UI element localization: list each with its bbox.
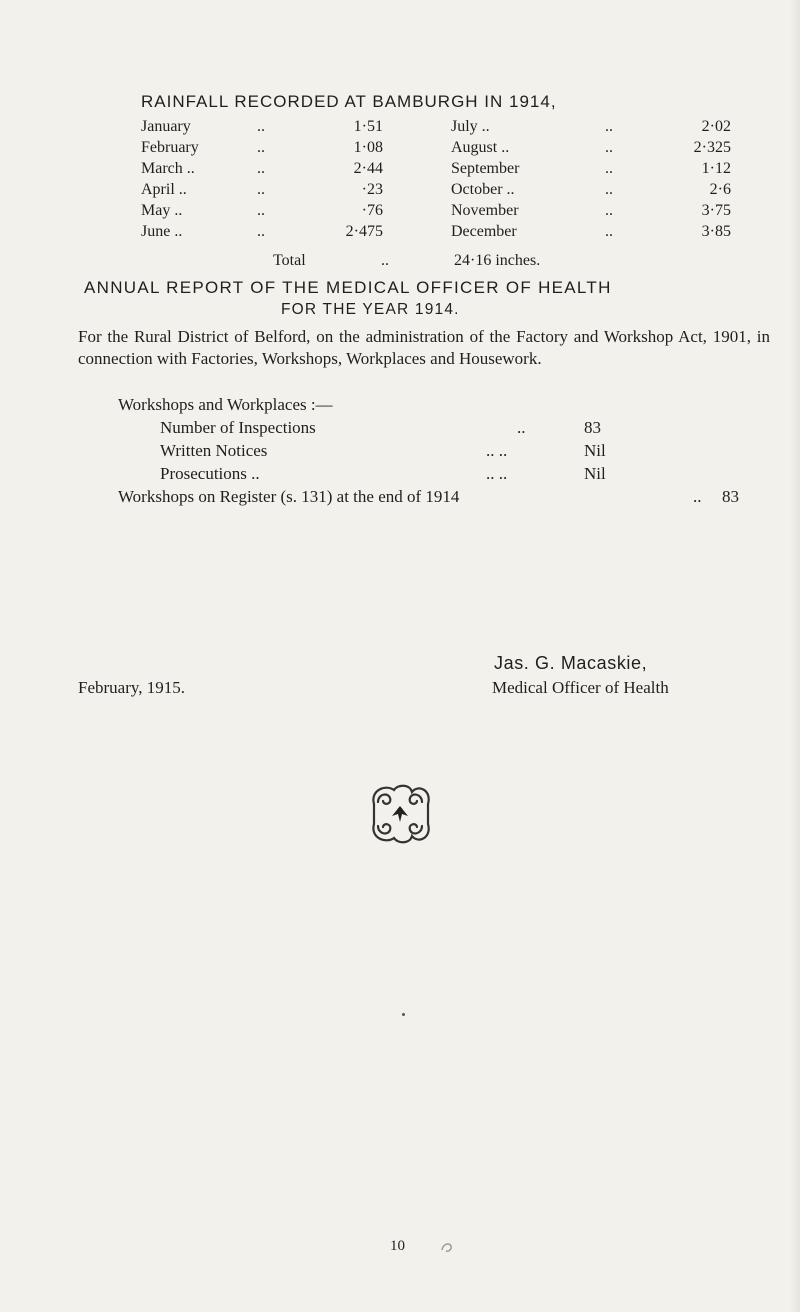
page-number: 10 <box>390 1238 405 1254</box>
rainfall-value: ·76 <box>361 202 383 219</box>
rainfall-total-label: Total <box>273 252 306 269</box>
report-date: February, 1915. <box>78 678 186 697</box>
notices-label: Written Notices <box>160 441 268 460</box>
rainfall-leader: .. <box>605 181 613 198</box>
inspection-leader: .. <box>517 418 526 437</box>
rainfall-row <box>141 202 761 223</box>
register-label: Workshops on Register (s. 131) at the end of 1914 <box>118 487 460 506</box>
rainfall-leader: .. <box>257 118 265 135</box>
rainfall-row <box>141 160 761 181</box>
rainfall-row <box>141 118 761 139</box>
prosecutions-value: Nil <box>584 464 606 483</box>
rainfall-value: 1·08 <box>353 139 383 156</box>
rainfall-value: 2·02 <box>701 118 731 135</box>
rainfall-month: February <box>141 139 199 156</box>
rainfall-row <box>141 139 761 160</box>
rainfall-month: May .. <box>141 202 183 219</box>
register-leader: .. <box>693 487 702 506</box>
rainfall-value: 1·12 <box>701 160 731 177</box>
rainfall-leader: .. <box>257 223 265 240</box>
rainfall-leader: .. <box>605 223 613 240</box>
notices-leader: .. .. <box>486 441 508 460</box>
rainfall-leader: .. <box>257 181 265 198</box>
rainfall-value: 3·85 <box>701 223 731 240</box>
rainfall-month: April .. <box>141 181 187 198</box>
rainfall-value: 3·75 <box>701 202 731 219</box>
rainfall-month: June .. <box>141 223 183 240</box>
prosecutions-leader: .. .. <box>486 464 508 483</box>
rainfall-value: 1·51 <box>353 118 383 135</box>
signature-title: Medical Officer of Health <box>492 678 669 697</box>
rainfall-month: December <box>451 223 517 240</box>
rainfall-leader: .. <box>257 139 265 156</box>
notices-value: Nil <box>584 441 606 460</box>
report-title: ANNUAL REPORT OF THE MEDICAL OFFICER OF HEALTH <box>84 278 612 297</box>
rainfall-month: November <box>451 202 519 219</box>
rainfall-leader: .. <box>605 160 613 177</box>
rainfall-month: August .. <box>451 139 510 156</box>
rainfall-leader: .. <box>257 202 265 219</box>
scroll-ornament-icon <box>364 780 436 848</box>
rainfall-total-value: 24·16 inches. <box>454 252 541 269</box>
rainfall-month: March .. <box>141 160 195 177</box>
rainfall-value: 2·475 <box>345 223 383 240</box>
rainfall-month: October .. <box>451 181 515 198</box>
rainfall-month: January <box>141 118 191 135</box>
page-edge-shadow <box>790 0 800 1312</box>
rainfall-value: 2·325 <box>693 139 731 156</box>
rainfall-value: ·23 <box>361 181 383 198</box>
rainfall-month: September <box>451 160 520 177</box>
signature-name: Jas. G. Macaskie, <box>494 653 648 673</box>
rainfall-leader: .. <box>257 160 265 177</box>
rainfall-leader: .. <box>605 202 613 219</box>
report-intro: For the Rural District of Belford, on the administration of the Factory and Workshop Act, 1901, in connection with Factories, Workshops, Workplaces and Housework. <box>78 327 770 368</box>
inspection-label: Number of Inspections <box>160 418 316 437</box>
rainfall-value: 2·6 <box>709 181 731 198</box>
rainfall-value: 2·44 <box>353 160 383 177</box>
report-subtitle: FOR THE YEAR 1914. <box>281 301 460 318</box>
rainfall-row <box>141 223 761 244</box>
rainfall-total-leader: .. <box>381 252 389 269</box>
rainfall-leader: .. <box>605 118 613 135</box>
rainfall-month: July .. <box>451 118 490 135</box>
inspection-value: 83 <box>584 418 601 437</box>
rainfall-title: RAINFALL RECORDED AT BAMBURGH IN 1914, <box>141 92 557 111</box>
section-heading: Workshops and Workplaces :— <box>118 395 333 414</box>
ink-mark-icon <box>440 1240 454 1254</box>
rainfall-row <box>141 181 761 202</box>
prosecutions-label: Prosecutions .. <box>160 464 260 483</box>
page-speck <box>402 1013 405 1016</box>
rainfall-leader: .. <box>605 139 613 156</box>
rainfall-table <box>141 118 761 269</box>
register-value: 83 <box>722 487 739 506</box>
